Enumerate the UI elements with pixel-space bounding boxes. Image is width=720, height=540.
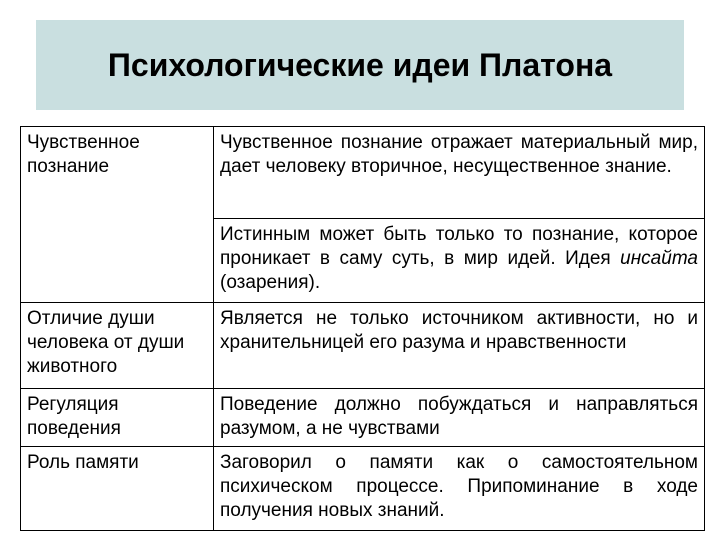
row-text-soul: Является не только источником активности, но и хранительницей его разума и нравственности <box>214 303 705 389</box>
true-knowledge-text: Истинным может быть только то познание, которое проникает в саму суть, в мир идей. Идея <box>220 224 698 269</box>
ideas-table <box>20 126 705 531</box>
insight-note: (озарения). <box>220 272 321 293</box>
row-label-sensory: Чувственное познание <box>21 127 214 303</box>
insight-term: инсайта <box>620 248 698 269</box>
row-label-regulation: Регуляция поведения <box>21 389 214 447</box>
title-banner <box>36 20 684 110</box>
row-text-sensory: Чувственное познание отражает материальный мир, дает человеку вторичное, несущественное знание. <box>214 127 705 219</box>
table-row <box>21 127 705 219</box>
row-text-true-knowledge <box>214 219 705 303</box>
table-row <box>21 447 705 531</box>
table-row <box>21 389 705 447</box>
table-row <box>21 303 705 389</box>
row-label-soul: Отличие души человека от души животного <box>21 303 214 389</box>
row-text-memory: Заговорил о памяти как о самостоятельном психическом процессе. Припоминание в ходе получения новых знаний. <box>214 447 705 531</box>
row-text-regulation: Поведение должно побуждаться и направляться разумом, а не чувствами <box>214 389 705 447</box>
slide-title: Психологические идеи Платона <box>107 46 613 83</box>
row-label-memory: Роль памяти <box>21 447 214 531</box>
